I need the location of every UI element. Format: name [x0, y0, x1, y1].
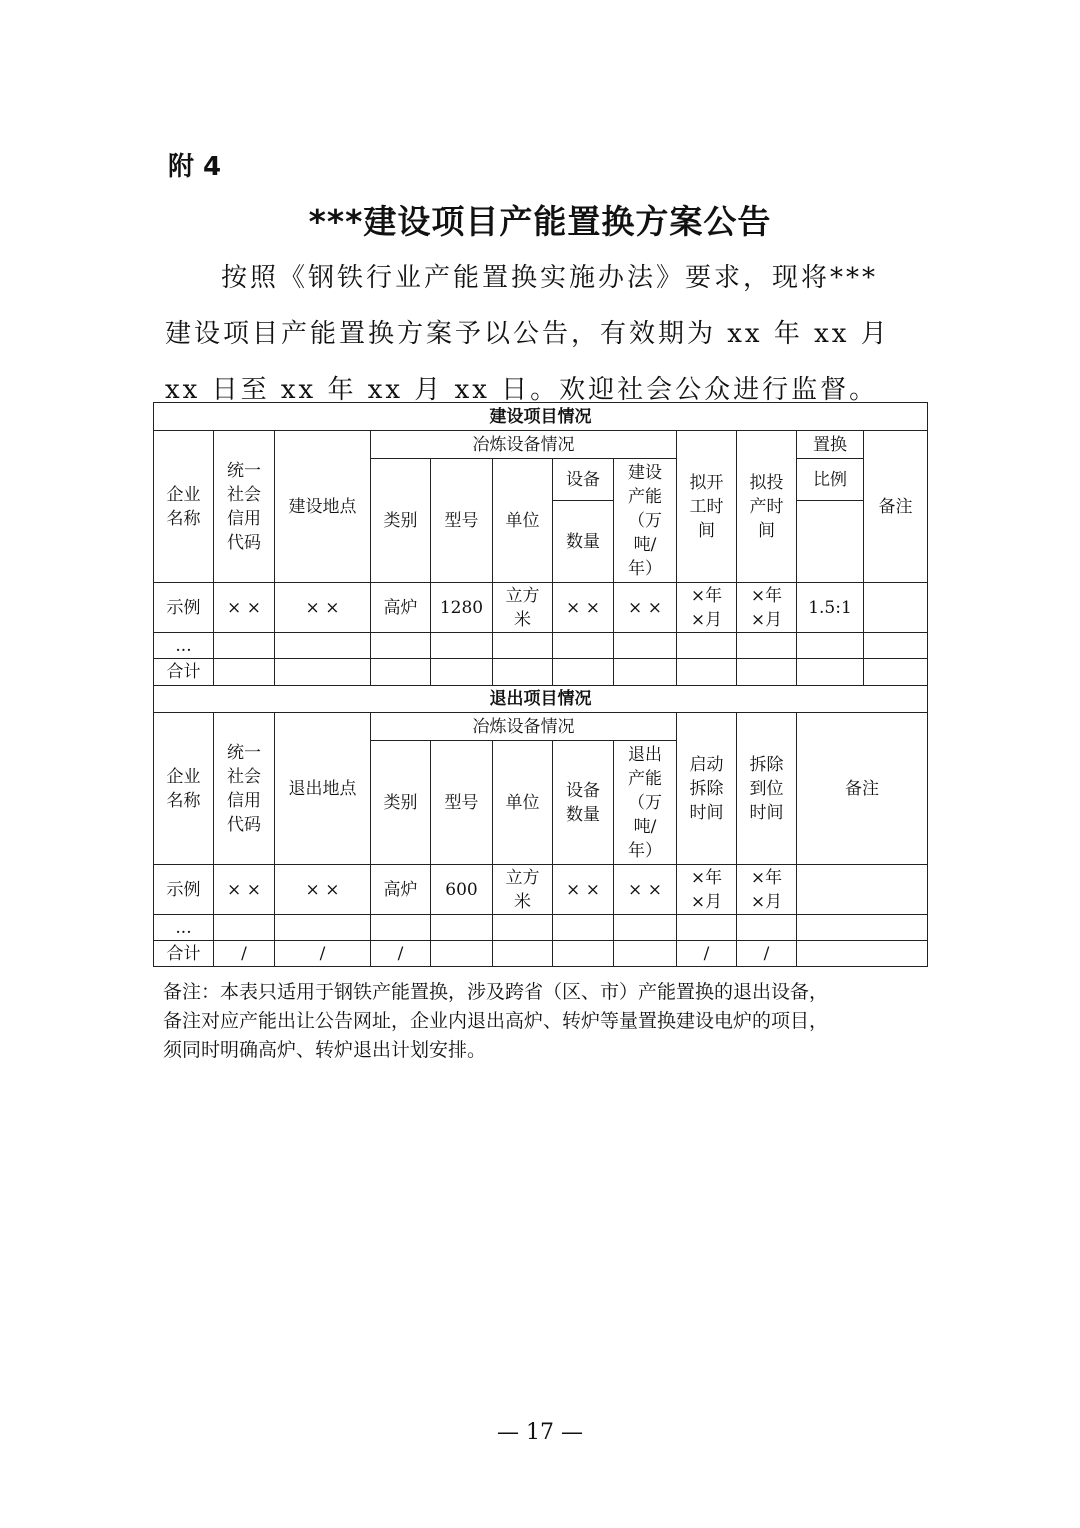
build-ellipsis-row — [154, 633, 928, 659]
cell: / — [677, 941, 737, 967]
attachment-label: 附 4 — [168, 152, 222, 182]
cell: ×年×月 — [750, 585, 783, 630]
cell — [864, 583, 928, 633]
cell: 高炉 — [371, 865, 431, 915]
cell: 立方米 — [505, 585, 540, 630]
intro-line-1: 按照《钢铁行业产能置换实施办法》要求，现将*** — [221, 263, 879, 293]
build-header-location: 建设地点 — [275, 431, 371, 583]
intro-paragraph — [165, 250, 925, 418]
cell: ×年×月 — [690, 585, 723, 630]
build-header-company: 企业名称 — [166, 484, 201, 529]
exit-header-equipment: 冶炼设备情况 — [371, 713, 677, 741]
build-header-type: 类别 — [371, 459, 431, 583]
cell: × × — [275, 583, 371, 633]
cell: × × — [614, 865, 677, 915]
cell — [797, 865, 928, 915]
exit-header-finish-demolition: 拆除到位时间 — [749, 754, 784, 823]
build-header-ratio-top: 置换 — [797, 431, 864, 459]
cell: / — [275, 941, 371, 967]
exit-header-capacity: 退出产能（万吨/年） — [627, 744, 662, 861]
note-line-3: 须同时明确高炉、转炉退出计划安排。 — [163, 1039, 487, 1061]
note-line-2: 备注对应产能出让公告网址，企业内退出高炉、转炉等量置换建设电炉的项目， — [163, 1010, 829, 1032]
page-title: ***建设项目产能置换方案公告 — [308, 202, 772, 241]
exit-header-unit: 单位 — [493, 741, 553, 865]
cell: 合计 — [154, 941, 214, 967]
build-header-unit: 单位 — [493, 459, 553, 583]
cell: 1.5:1 — [797, 583, 864, 633]
cell: / — [737, 941, 797, 967]
build-example-row — [154, 583, 928, 633]
exit-header-credit-code: 统一社会信用代码 — [226, 742, 261, 835]
exit-ellipsis-row — [154, 915, 928, 941]
build-header-ratio-bottom: 比例 — [797, 459, 864, 501]
build-header-production-time: 拟投产时间 — [749, 472, 784, 541]
cell: ×年×月 — [690, 867, 723, 912]
exit-header-company: 企业名称 — [166, 766, 201, 811]
exit-header-qty: 设备数量 — [565, 780, 600, 825]
cell: 高炉 — [371, 583, 431, 633]
build-header-credit-code: 统一社会信用代码 — [226, 460, 261, 553]
cell: 立方米 — [505, 867, 540, 912]
page-number: — 17 — — [497, 1420, 583, 1445]
note-line-1: 备注：本表只适用于钢铁产能置换，涉及跨省（区、市）产能置换的退出设备， — [163, 981, 829, 1003]
exit-header-location: 退出地点 — [275, 713, 371, 865]
capacity-replacement-table — [153, 402, 928, 967]
build-header-equipment: 冶炼设备情况 — [371, 431, 677, 459]
build-section-title: 建设项目情况 — [154, 403, 928, 431]
exit-header-start-demolition: 启动拆除时间 — [689, 754, 724, 823]
cell: × × — [553, 865, 614, 915]
cell: / — [371, 941, 431, 967]
build-header-capacity: 建设产能（万吨/年） — [627, 462, 662, 579]
exit-section-title: 退出项目情况 — [154, 686, 928, 713]
exit-header-type: 类别 — [371, 741, 431, 865]
cell: 合计 — [154, 659, 214, 686]
cell: × × — [614, 583, 677, 633]
cell: ... — [154, 915, 214, 941]
table-note — [163, 978, 923, 1065]
cell: × × — [275, 865, 371, 915]
cell: × × — [214, 583, 275, 633]
cell: / — [214, 941, 275, 967]
build-header-remark: 备注 — [864, 431, 928, 583]
cell: 示例 — [154, 583, 214, 633]
cell: 示例 — [154, 865, 214, 915]
build-header-model: 型号 — [431, 459, 493, 583]
build-header-qty-bottom: 数量 — [553, 501, 614, 583]
build-header-start-time: 拟开工时间 — [689, 472, 724, 541]
cell: 600 — [431, 865, 493, 915]
intro-line-3: xx 日至 xx 年 xx 月 xx 日。欢迎社会公众进行监督。 — [165, 375, 879, 405]
cell: × × — [553, 583, 614, 633]
exit-total-row — [154, 941, 928, 967]
cell: 1280 — [431, 583, 493, 633]
cell: ×年×月 — [750, 867, 783, 912]
cell: ... — [154, 633, 214, 659]
cell: × × — [214, 865, 275, 915]
intro-line-2: 建设项目产能置换方案予以公告，有效期为 xx 年 xx 月 — [165, 319, 890, 349]
build-header-qty-top: 设备 — [553, 459, 614, 501]
exit-example-row — [154, 865, 928, 915]
build-total-row — [154, 659, 928, 686]
exit-header-model: 型号 — [431, 741, 493, 865]
exit-header-remark: 备注 — [797, 713, 928, 865]
build-header-ratio-blank — [797, 501, 864, 583]
